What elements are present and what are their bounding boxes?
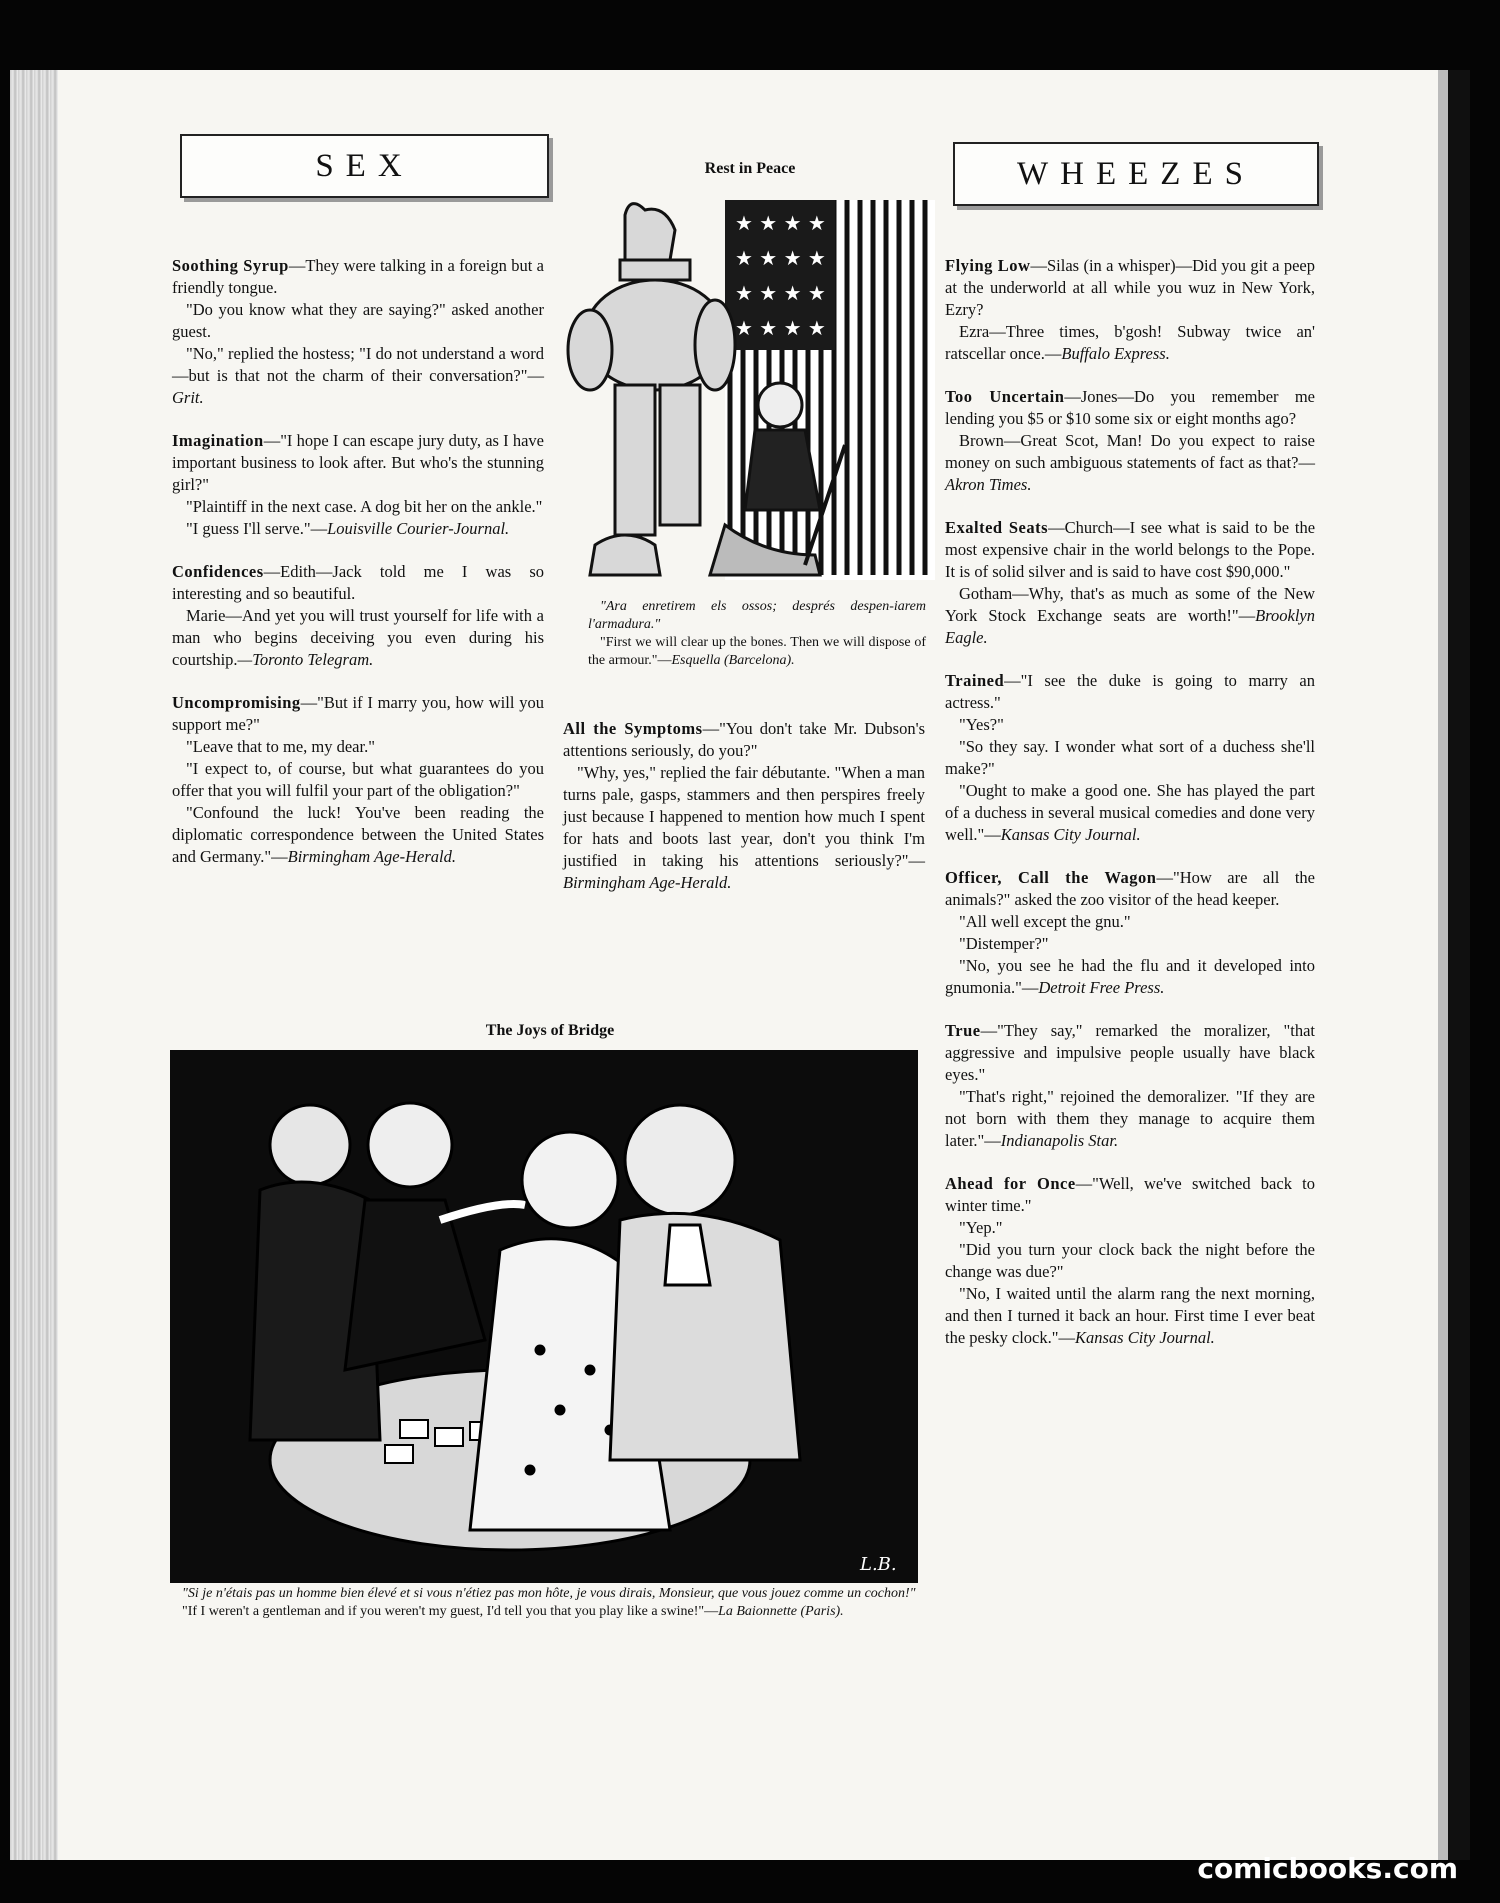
joke-item: [172, 692, 544, 868]
book-spine-right: [1448, 70, 1470, 1860]
joke-text: "Confound the luck! You've been reading the diplomatic correspondence between the United States and Germany."—: [172, 803, 544, 866]
joke-text: "Leave that to me, my dear.": [186, 737, 375, 756]
joke-text: "Distemper?": [959, 934, 1049, 953]
joke-text: —Church—I see what is said to be the most expensive chair in the world belongs to the Pope. It is of solid silver and is said to have cost $90,000.": [945, 518, 1316, 581]
joke-text: —They were talking in a foreign but a friendly tongue.: [172, 256, 544, 297]
right-column: [945, 255, 1315, 1370]
joke-paragraph: [945, 955, 1315, 999]
joke-item: [172, 561, 544, 671]
joke-paragraph: [945, 1173, 1315, 1217]
joke-text: "No, I waited until the alarm rang the next morning, and then I turned it back an hour. First time I ever beat the pesky clock."—: [945, 1284, 1315, 1347]
joke-text: "Plaintiff in the next case. A dog bit her on the ankle.": [186, 497, 543, 516]
flag: [725, 200, 935, 580]
joke-heading: Officer, Call the Wagon: [945, 868, 1157, 887]
joke-heading: All the Symptoms: [563, 719, 703, 738]
joke-text: "All well except the gnu.": [959, 912, 1131, 931]
joke-source: Grit.: [172, 388, 204, 407]
site-watermark: comicbooks.com: [1197, 1852, 1458, 1885]
player-stout-man: [610, 1105, 800, 1460]
joke-paragraph: [945, 1283, 1315, 1349]
joke-text: "So they say. I wonder what sort of a duchess she'll make?": [945, 737, 1315, 778]
joke-heading: Ahead for Once: [945, 1174, 1076, 1193]
joke-text: "Ought to make a good one. She has played the part of a duchess in several musical comedies and done very well."—: [945, 781, 1315, 844]
joke-paragraph: [945, 1239, 1315, 1283]
joke-source: Louisville Courier-Journal.: [327, 519, 510, 538]
joke-text: Marie—And yet you will trust yourself for life with a man who begins deceiving you even during his courtship.: [172, 606, 544, 669]
joke-heading: Flying Low: [945, 256, 1031, 275]
joke-paragraph: [945, 670, 1315, 714]
joke-text: —"I hope I can escape jury duty, as I have important business to look after. But who's the stunning girl?": [172, 431, 544, 494]
joke-text: —Silas (in a whisper)—Did you git a peep at the underworld at all while you wuz in New York, Ezry?: [945, 256, 1315, 319]
joke-paragraph: [945, 911, 1315, 933]
joke-paragraph: [172, 496, 544, 518]
joke-text: "Yep.": [959, 1218, 1003, 1237]
joke-source: Kansas City Journal.: [1000, 825, 1141, 844]
joke-paragraph: [945, 517, 1315, 583]
joke-source: —Toronto Telegram.: [237, 650, 374, 669]
joke-heading: Uncompromising: [172, 693, 301, 712]
knight-and-flag-drawing: [555, 185, 945, 585]
joke-text: —"You don't take Mr. Dubson's attentions seriously, do you?": [563, 719, 925, 760]
joke-paragraph: [945, 780, 1315, 846]
cartoon-title-joys-of-bridge: The Joys of Bridge: [485, 1022, 615, 1039]
cartoon1-caption: "Ara enretirem els ossos; després despen-iarem l'armadura." "First we will clear up the bones. Then we will dispose of the armour."—Esquella (Barcelona).: [588, 599, 926, 668]
joke-item: [945, 255, 1315, 365]
joke-item: [945, 867, 1315, 999]
left-column: [172, 255, 544, 889]
joke-source: Brooklyn Eagle.: [945, 606, 1315, 647]
joke-paragraph: [945, 255, 1315, 321]
joke-text: —"But if I marry you, how will you support me?": [172, 693, 544, 734]
joke-text: "No," replied the hostess; "I do not understand a word—but is that not the charm of their conversation?"—: [172, 344, 544, 385]
bridge-players-drawing: [170, 1050, 918, 1583]
joke-paragraph: [172, 736, 544, 758]
joke-item: [172, 255, 544, 409]
cartoon-title-rest-in-peace: Rest in Peace: [704, 160, 796, 177]
joke-paragraph: [945, 714, 1315, 736]
joke-paragraph: [563, 762, 925, 894]
svg-text:★ ★ ★ ★: ★ ★ ★ ★: [735, 316, 826, 340]
magazine-page: [10, 70, 1470, 1860]
joke-item: [945, 1020, 1315, 1152]
joke-heading: Soothing Syrup: [172, 256, 289, 275]
joke-heading: Imagination: [172, 431, 264, 450]
book-spine-left: [10, 70, 58, 1860]
joke-paragraph: [945, 1086, 1315, 1152]
joke-heading: True: [945, 1021, 981, 1040]
middle-column: [563, 718, 925, 915]
joke-text: "I expect to, of course, but what guarantees do you offer that you will fulfil your part of the obligation?": [172, 759, 544, 800]
joke-text: "That's right," rejoined the demoralizer. "If they are not born with them they manage to acquire them later."—: [945, 1087, 1315, 1150]
rest-in-peace-illustration: [555, 185, 945, 585]
joke-paragraph: [945, 583, 1315, 649]
joke-paragraph: [172, 758, 544, 802]
cartoon2-caption: "Si je n'étais pas un homme bien élevé et si vous n'étiez pas mon hôte, je vous dirais, Monsieur, que vous jouez comme un cochon!" "If I weren't a gentleman and if you weren't my guest, I'd tell you that you play like a swine!"—La Baionnette (Paris).: [182, 1586, 916, 1619]
joke-item: [945, 670, 1315, 846]
joke-source: Indianapolis Star.: [1000, 1131, 1119, 1150]
joke-text: Brown—Great Scot, Man! Do you expect to raise money on such ambiguous statements of fact as that?—: [945, 431, 1315, 472]
joys-of-bridge-illustration: [170, 1050, 918, 1583]
joke-paragraph: [172, 255, 544, 299]
joke-source: Kansas City Journal.: [1075, 1328, 1215, 1347]
joke-paragraph: [172, 518, 544, 540]
right-section-title: WHEEZES: [953, 142, 1319, 206]
joke-item: [172, 430, 544, 540]
joke-item: [945, 1173, 1315, 1349]
joke-text: "No, you see he had the flu and it developed into gnumonia."—: [945, 956, 1315, 997]
joke-paragraph: [945, 736, 1315, 780]
joke-paragraph: [945, 430, 1315, 496]
joke-item: [945, 517, 1315, 649]
joke-paragraph: [945, 1020, 1315, 1086]
joke-text: —"How are all the animals?" asked the zoo visitor of the head keeper.: [945, 868, 1315, 909]
joke-text: —"I see the duke is going to marry an actress.": [945, 671, 1315, 712]
svg-text:★ ★ ★ ★: ★ ★ ★ ★: [735, 211, 826, 235]
left-section-title: SEX: [180, 134, 549, 198]
joke-source: Birmingham Age-Herald.: [287, 847, 456, 866]
joke-heading: Exalted Seats: [945, 518, 1049, 537]
joke-paragraph: [563, 718, 925, 762]
joke-heading: Confidences: [172, 562, 264, 581]
joke-paragraph: [172, 692, 544, 736]
joke-paragraph: [945, 321, 1315, 365]
joke-source: Detroit Free Press.: [1038, 978, 1165, 997]
joke-paragraph: [172, 299, 544, 343]
joke-text: —"They say," remarked the moralizer, "that aggressive and impulsive people usually have black eyes.": [945, 1021, 1315, 1084]
joke-source: Buffalo Express.: [1061, 344, 1170, 363]
joke-text: "Do you know what they are saying?" asked another guest.: [172, 300, 544, 341]
joke-text: Gotham—Why, that's as much as some of the New York Stock Exchange seats are worth!"—: [945, 584, 1315, 625]
joke-item: [563, 718, 925, 894]
joke-paragraph: [945, 867, 1315, 911]
joke-text: —Jones—Do you remember me lending you $5 or $10 some six or eight months ago?: [945, 387, 1315, 428]
joke-paragraph: [172, 561, 544, 605]
joke-paragraph: [945, 1217, 1315, 1239]
armour-figure: [568, 204, 735, 575]
svg-text:★ ★ ★ ★: ★ ★ ★ ★: [735, 246, 826, 270]
page-edge-right: [1438, 70, 1448, 1860]
joke-text: "Why, yes," replied the fair débutante. "When a man turns pale, gasps, stammers and then perspires freely just because I happened to mention how much I spent for hats and boots last year, don't you think I'm justified in taking his attentions seriously?"—: [563, 763, 925, 870]
joke-source: Birmingham Age-Herald.: [563, 873, 732, 892]
joke-item: [945, 386, 1315, 496]
joke-text: —Edith—Jack told me I was so interesting and so beautiful.: [172, 562, 544, 603]
joke-text: —"Well, we've switched back to winter time.": [945, 1174, 1315, 1215]
joke-paragraph: [172, 605, 544, 671]
joke-paragraph: [172, 802, 544, 868]
joke-text: "Did you turn your clock back the night before the change was due?": [945, 1240, 1315, 1281]
joke-paragraph: [945, 386, 1315, 430]
joke-heading: Trained: [945, 671, 1005, 690]
svg-text:★ ★ ★ ★: ★ ★ ★ ★: [735, 281, 826, 305]
joke-text: "I guess I'll serve."—: [186, 519, 328, 538]
joke-text: "Yes?": [959, 715, 1004, 734]
joke-paragraph: [172, 430, 544, 496]
joke-text: Ezra—Three times, b'gosh! Subway twice an' ratscellar once.—: [945, 322, 1315, 363]
joke-source: Akron Times.: [945, 475, 1032, 494]
joke-heading: Too Uncertain: [945, 387, 1065, 406]
joke-paragraph: [945, 933, 1315, 955]
joke-paragraph: [172, 343, 544, 409]
artist-signature: L.B.: [860, 1554, 897, 1575]
